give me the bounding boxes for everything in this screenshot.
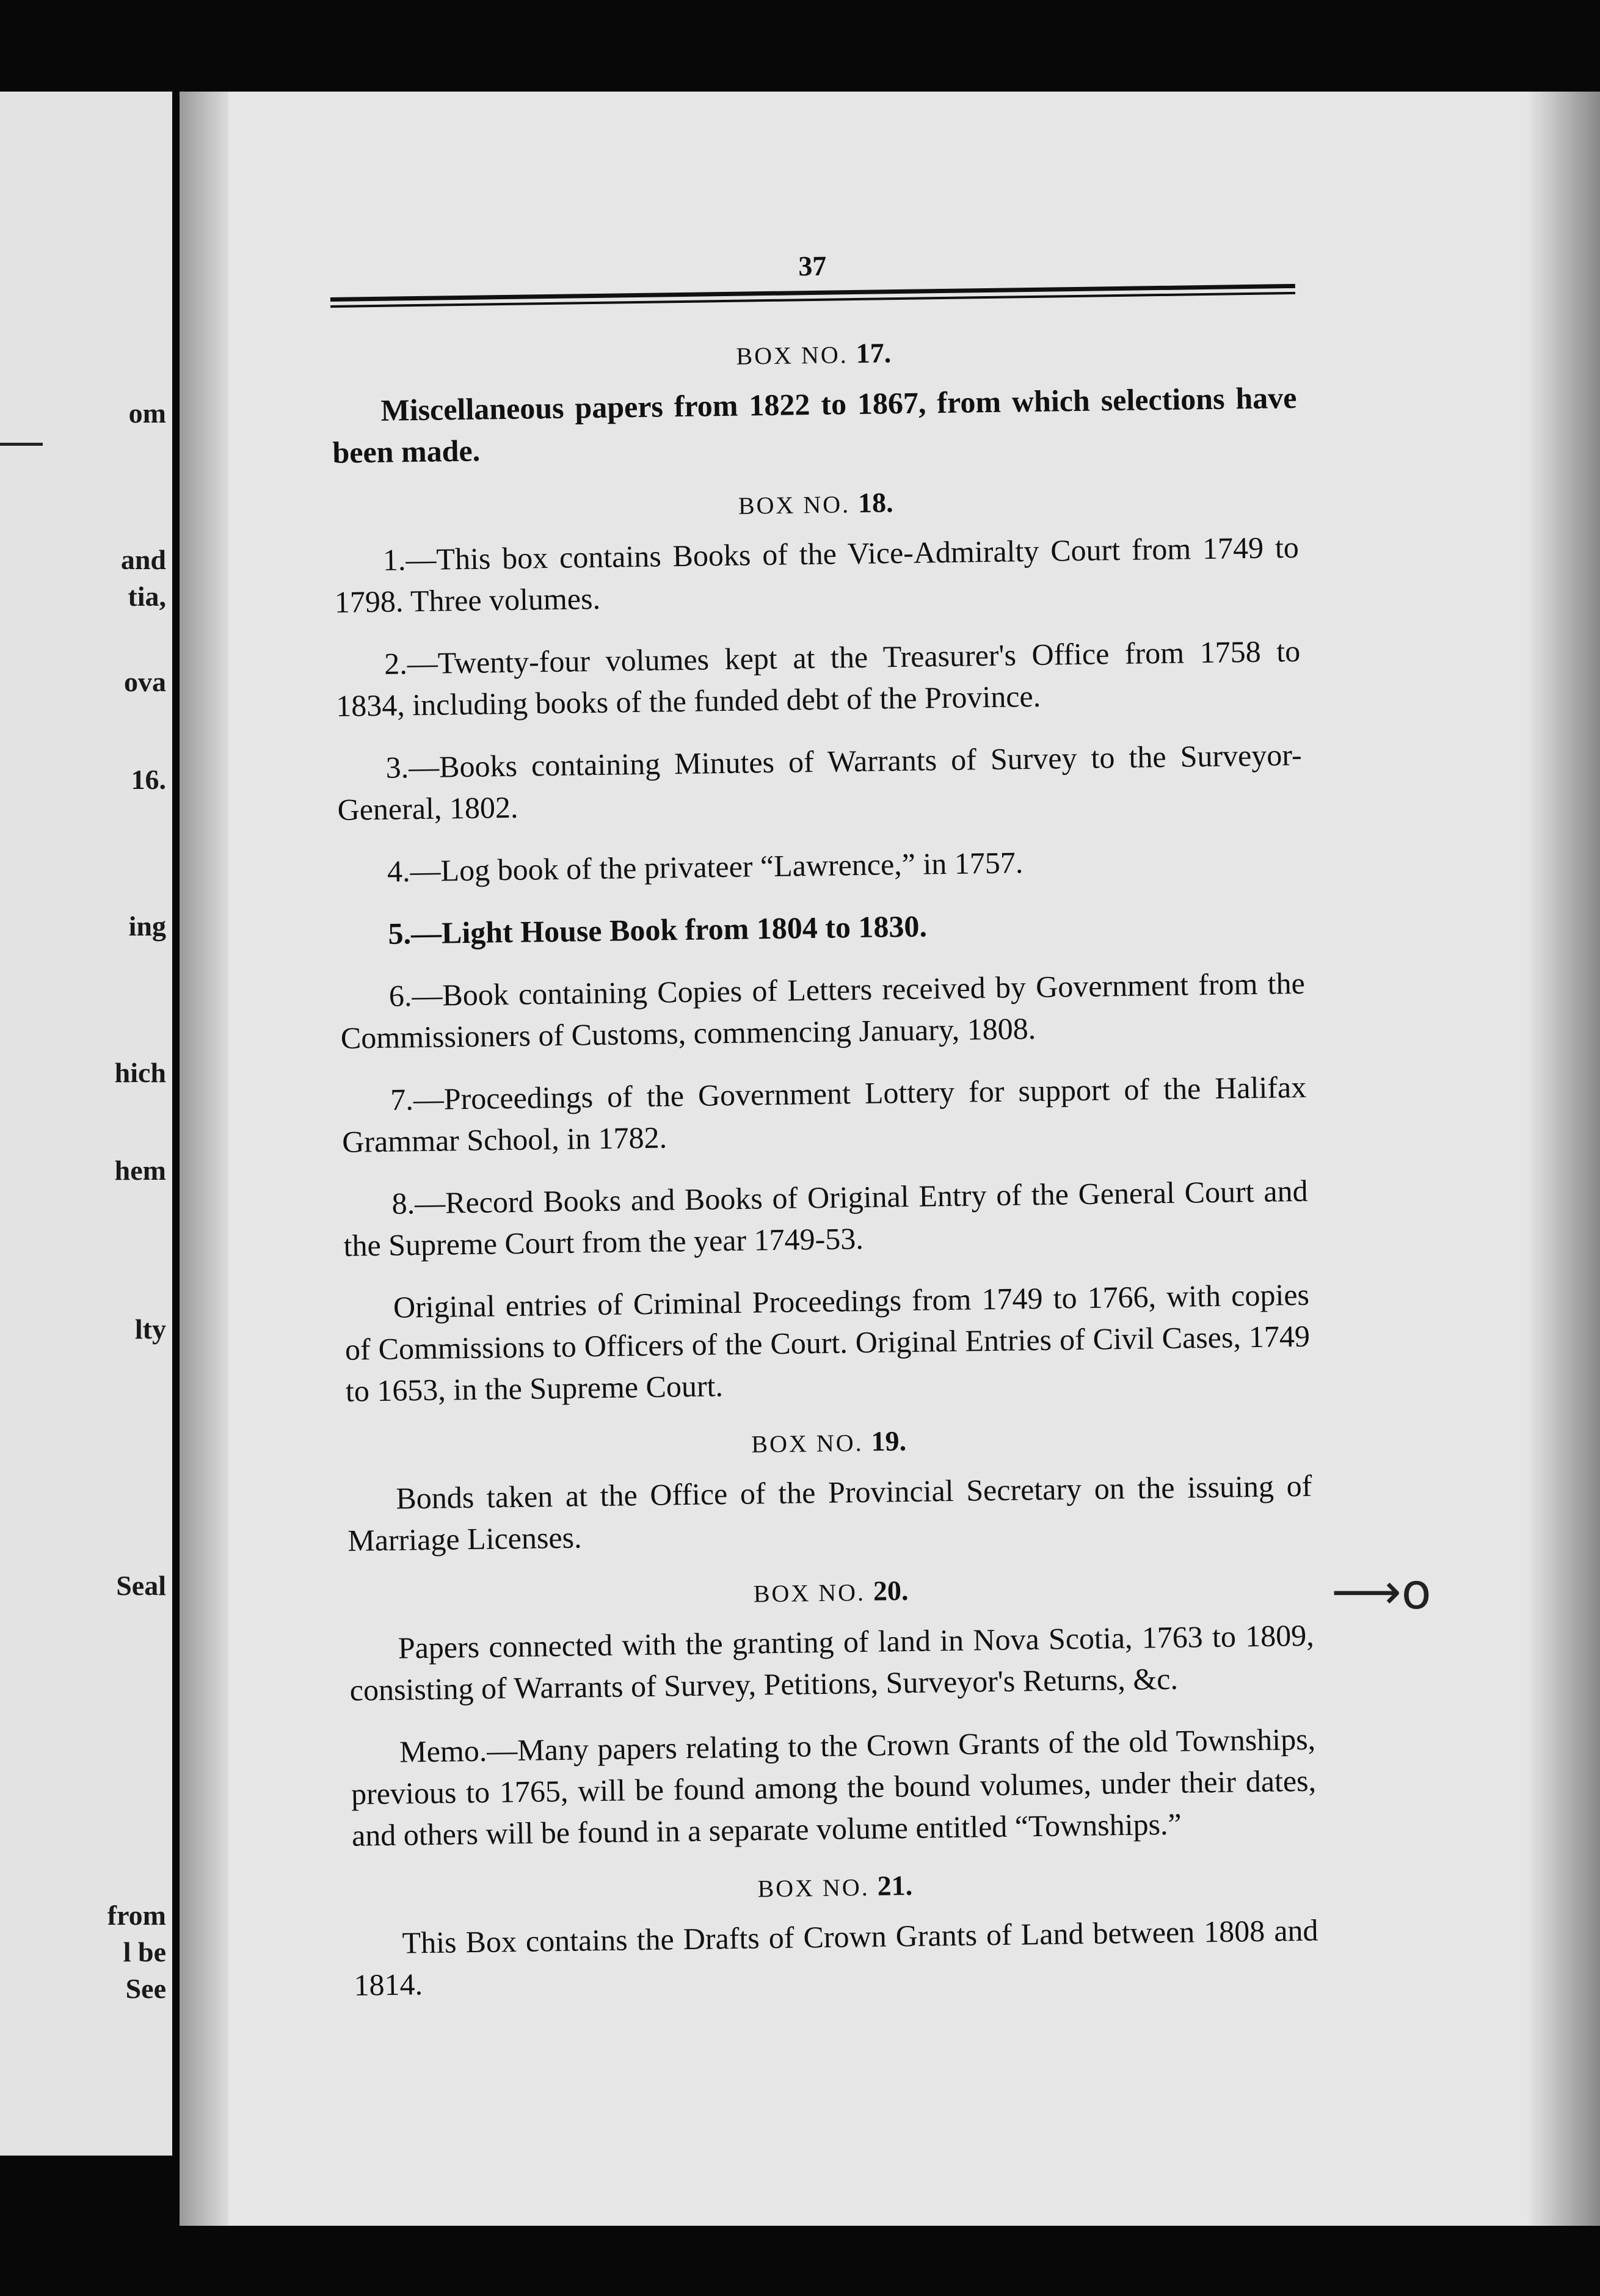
- section-box-19: [346, 1419, 1313, 1561]
- left-fragment: Seal: [116, 1570, 166, 1601]
- paragraph: Bonds taken at the Office of the Provincial Secretary on the issuing of Marriage Licenses.: [347, 1468, 1312, 1558]
- page-edge-shadow: [1527, 92, 1600, 2226]
- box-heading: BOX NO. 18.: [738, 487, 893, 520]
- section-box-20: [348, 1569, 1317, 1856]
- page-number: 37: [798, 250, 827, 282]
- paragraph: 3.—Books containing Minutes of Warrants of Survey to the Surveyor-General, 1802.: [337, 737, 1302, 827]
- paragraph: This Box contains the Drafts of Crown Grants of Land between 1808 and 1814.: [354, 1913, 1318, 2002]
- paragraph: 6.—Book containing Copies of Letters received by Government from the Commissioners of Customs, commencing January, 1808.: [340, 965, 1306, 1055]
- paragraph: 4.—Log book of the privateer “Lawrence,” in 1757.: [387, 845, 1024, 888]
- left-fragment: tia,: [128, 581, 166, 612]
- box-heading: BOX NO. 20.: [753, 1574, 909, 1608]
- paragraph: Papers connected with the granting of land in Nova Scotia, 1763 to 1809, consisting of Warrants of Survey, Petitions, Surveyor's Returns, &c.: [349, 1618, 1315, 1707]
- box-heading: BOX NO. 19.: [751, 1425, 907, 1458]
- page-content: [330, 243, 1319, 2027]
- paragraph: 2.—Twenty-four volumes kept at the Treasurer's Office from 1758 to 1834, including books of the funded debt of the Province.: [335, 633, 1301, 723]
- left-fragment: hich: [114, 1057, 166, 1088]
- paragraph: 7.—Proceedings of the Government Lottery for support of the Halifax Grammar School, in 1782.: [341, 1069, 1307, 1159]
- paragraph: 8.—Record Books and Books of Original Entry of the General Court and the Supreme Court from the year 1749-53.: [343, 1173, 1308, 1263]
- handwritten-annotation: ⟶o: [1331, 1563, 1431, 1620]
- paragraph: Original entries of Criminal Proceedings from 1749 to 1766, with copies of Commissions to Officers of the Court. Original Entries of Civil Cases, 1749 to 1653, in the Supreme Court.: [344, 1277, 1311, 1408]
- box-heading: BOX NO. 21.: [757, 1869, 913, 1903]
- left-fragment: ing: [128, 910, 166, 942]
- left-page-rule: [0, 443, 43, 446]
- left-fragment: See: [125, 1973, 166, 2004]
- left-fragment: hem: [114, 1155, 166, 1186]
- left-fragment: ova: [124, 666, 166, 697]
- left-fragment: from: [107, 1900, 166, 1931]
- paragraph: 1.—This box contains Books of the Vice-Admiralty Court from 1749 to 1798. Three volumes.: [334, 529, 1300, 619]
- left-fragment: lty: [134, 1313, 166, 1345]
- section-box-18: [333, 481, 1311, 1412]
- left-fragment: l be: [123, 1936, 166, 1967]
- page-binding-shadow: [180, 92, 228, 2226]
- section-box-21: [352, 1864, 1319, 2006]
- left-page-edge: [0, 92, 172, 2156]
- left-fragment: om: [128, 398, 166, 429]
- paragraph: Memo.—Many papers relating to the Crown Grants of the old Townships, previous to 1765, will be found among the bound volumes, under their dates, and others will be found in a separate volume entitled “Townships.”: [351, 1721, 1317, 1853]
- section-box-17: [331, 331, 1298, 473]
- paragraph: 5.—Light House Book from 1804 to 1830.: [388, 909, 928, 951]
- left-fragment: and: [120, 544, 166, 575]
- left-fragment: 16.: [131, 764, 166, 795]
- paragraph: Miscellaneous papers from 1822 to 1867, from which selections have been made.: [332, 380, 1297, 470]
- box-heading: BOX NO. 17.: [736, 337, 892, 370]
